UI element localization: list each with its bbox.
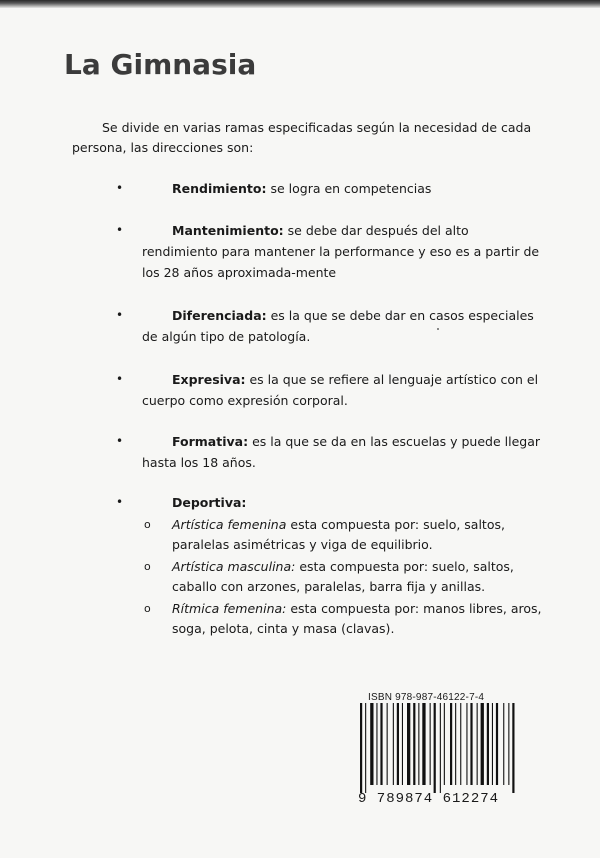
item-term: Deportiva: xyxy=(172,495,247,510)
barcode-bar xyxy=(492,703,493,785)
barcode-bar xyxy=(376,703,377,785)
barcode-bar xyxy=(487,703,489,785)
item-term: Expresiva: xyxy=(172,372,246,387)
barcode-bar xyxy=(477,703,478,785)
circle-marker-icon: o xyxy=(144,560,151,573)
barcode-bar xyxy=(444,703,445,785)
barcode-bar xyxy=(455,703,456,785)
item-term: Diferenciada: xyxy=(172,308,267,323)
barcode-bars xyxy=(358,703,544,793)
barcode-bar xyxy=(508,703,509,785)
barcode-bar xyxy=(430,703,431,785)
item-text: se debe dar después del alto rendimiento para mantener la performance y eso es a partir de los 28 años aproximada-mente xyxy=(142,223,540,280)
barcode-bar xyxy=(413,703,415,785)
barcode-bar xyxy=(460,703,461,785)
sub-item-text: esta compuesta por: suelo, saltos, caballo con arzones, paralelas, barra fija y anillas. xyxy=(172,559,514,594)
barcode-bar xyxy=(365,703,366,793)
bullet-icon: • xyxy=(116,434,124,448)
barcode-bar xyxy=(503,703,504,785)
barcode-bar xyxy=(387,703,388,785)
sub-item-term: Artística femenina xyxy=(172,517,287,532)
barcode-bar xyxy=(407,703,410,785)
bullet-icon: • xyxy=(116,372,124,386)
item-text: es la que se debe dar en casos especiales de algún tipo de patología. xyxy=(142,308,534,344)
page-title: La Gimnasia xyxy=(64,48,257,81)
item-term: Mantenimiento: xyxy=(172,223,284,238)
intro-paragraph: Se divide en varias ramas especificadas según la necesidad de cada persona, las direcciones son: xyxy=(72,120,532,155)
barcode-bar xyxy=(402,703,403,785)
barcode-bar xyxy=(440,703,441,793)
barcode-bar xyxy=(397,703,399,785)
bullet-icon: • xyxy=(116,308,124,322)
barcode-bar xyxy=(496,703,498,785)
sub-item-text: esta compuesta por: suelo, saltos, paralelas asimétricas y viga de equilibrio. xyxy=(172,517,505,552)
item-text: es la que se da en las escuelas y puede llegar hasta los 18 años. xyxy=(142,434,541,470)
barcode-digits: 9 789874 612274 xyxy=(358,791,500,807)
barcode-bar xyxy=(418,703,419,785)
list-item-diferenciada xyxy=(116,305,548,347)
barcode-bar xyxy=(370,703,373,785)
scan-top-edge xyxy=(0,0,600,8)
barcode-bar xyxy=(466,703,467,785)
item-text: es la que se refiere al lenguaje artístico con el cuerpo como expresión corporal. xyxy=(142,372,539,408)
barcode-bar xyxy=(360,703,362,793)
bullet-icon: • xyxy=(116,495,124,509)
sub-item-term: Artística masculina: xyxy=(172,559,296,574)
item-term: Rendimiento: xyxy=(172,181,267,196)
list-item-expresiva xyxy=(116,369,548,411)
barcode-bar xyxy=(481,703,484,785)
scan-speck xyxy=(437,328,439,330)
barcode-bar xyxy=(450,703,452,785)
barcode-bar xyxy=(393,703,394,785)
item-term: Formativa: xyxy=(172,434,249,449)
barcode-bar xyxy=(512,703,514,793)
list-item-rendimiento xyxy=(116,178,548,199)
barcode-bar xyxy=(422,703,425,785)
barcode-bar xyxy=(380,703,382,785)
sub-item-term: Rítmica femenina: xyxy=(172,601,287,616)
isbn-label: ISBN 978-987-46122-7-4 xyxy=(368,692,485,703)
circle-marker-icon: o xyxy=(144,518,151,531)
list-item-deportiva xyxy=(116,492,548,513)
isbn-barcode xyxy=(358,692,546,807)
sub-item-artistica-masculina xyxy=(144,557,548,597)
list-item-formativa xyxy=(116,431,548,473)
bullet-icon: • xyxy=(116,181,124,195)
bullet-icon: • xyxy=(116,223,124,237)
sub-item-text: esta compuesta por: manos libres, aros, soga, pelota, cinta y masa (clavas). xyxy=(172,601,542,636)
sub-item-artistica-femenina xyxy=(144,515,548,555)
barcode-bar xyxy=(434,703,436,793)
sub-item-ritmica-femenina xyxy=(144,599,548,639)
barcode-bar xyxy=(470,703,472,785)
list-item-mantenimiento xyxy=(116,220,548,283)
item-text: se logra en competencias xyxy=(266,181,432,196)
circle-marker-icon: o xyxy=(144,602,151,615)
